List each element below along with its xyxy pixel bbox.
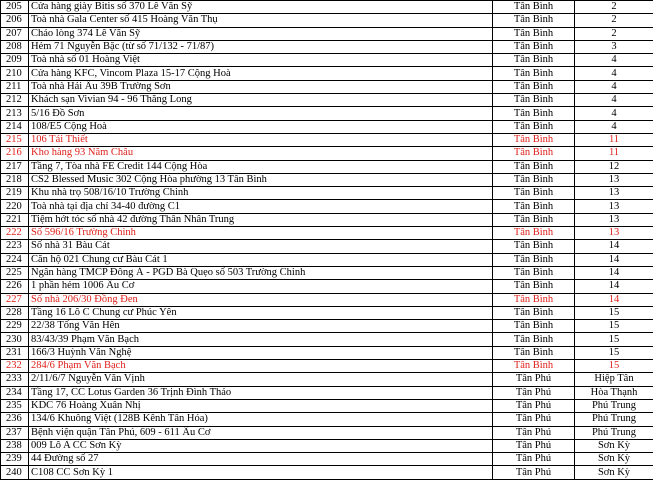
district-cell: Tân Bình [493,200,575,213]
district-cell: Tân Bình [493,360,575,373]
ward-cell: 11 [575,133,653,146]
ward-cell: 13 [575,213,653,226]
district-cell: Tân Bình [493,54,575,67]
table-row [1,160,653,173]
row-number-cell: 210 [1,67,29,80]
table-row [1,40,653,53]
district-cell: Tân Bình [493,253,575,266]
ward-cell: 14 [575,280,653,293]
district-cell: Tân Phú [493,466,575,479]
row-number-cell: 211 [1,80,29,93]
table-row [1,1,653,14]
district-cell: Tân Bình [493,293,575,306]
ward-cell: Hiệp Tân [575,373,653,386]
table-row [1,360,653,373]
address-cell: 5/16 Đồ Sơn [29,107,493,120]
address-cell: Số nhà 206/30 Đồng Đen [29,293,493,306]
district-cell: Tân Bình [493,280,575,293]
district-cell: Tân Bình [493,107,575,120]
row-number-cell: 205 [1,1,29,14]
ward-cell: 4 [575,54,653,67]
ward-cell: 4 [575,107,653,120]
address-cell: 2/11/6/7 Nguyễn Văn Vịnh [29,373,493,386]
table-row [1,373,653,386]
row-number-cell: 208 [1,40,29,53]
address-cell: Cửa hàng KFC, Vincom Plaza 15-17 Cộng Hoà [29,67,493,80]
table-row [1,200,653,213]
table-row [1,14,653,27]
table-row [1,147,653,160]
table-row [1,466,653,479]
row-number-cell: 240 [1,466,29,479]
table-row [1,386,653,399]
address-cell: C108 CC Sơn Kỳ 1 [29,466,493,479]
address-cell: Số 596/16 Trường Chinh [29,227,493,240]
table-row [1,453,653,466]
row-number-cell: 212 [1,94,29,107]
row-number-cell: 206 [1,14,29,27]
table-row [1,413,653,426]
district-cell: Tân Phú [493,453,575,466]
table-row [1,133,653,146]
district-cell: Tân Bình [493,40,575,53]
address-cell: Toà nhà Gala Center số 415 Hoàng Văn Thụ [29,14,493,27]
table-row [1,439,653,452]
row-number-cell: 226 [1,280,29,293]
address-cell: 44 Đường số 27 [29,453,493,466]
ward-cell: Hòa Thạnh [575,386,653,399]
district-cell: Tân Bình [493,227,575,240]
district-cell: Tân Bình [493,147,575,160]
ward-cell: Phú Trung [575,413,653,426]
district-cell: Tân Bình [493,266,575,279]
row-number-cell: 209 [1,54,29,67]
table-row [1,94,653,107]
ward-cell: 4 [575,80,653,93]
table-row [1,227,653,240]
ward-cell: 13 [575,187,653,200]
district-cell: Tân Phú [493,399,575,412]
row-number-cell: 235 [1,399,29,412]
address-cell: Toà nhà tại địa chỉ 34-40 đường C1 [29,200,493,213]
ward-cell: 13 [575,200,653,213]
ward-cell: Phú Trung [575,399,653,412]
address-cell: 009 Lô A CC Sơn Kỳ [29,439,493,452]
address-cell: 108/E5 Cộng Hoà [29,120,493,133]
ward-cell: Sơn Kỳ [575,439,653,452]
district-cell: Tân Phú [493,426,575,439]
district-cell: Tân Bình [493,173,575,186]
table-row [1,253,653,266]
table-row [1,107,653,120]
district-cell: Tân Phú [493,439,575,452]
table-row [1,306,653,319]
row-number-cell: 237 [1,426,29,439]
ward-cell: 15 [575,333,653,346]
district-cell: Tân Bình [493,1,575,14]
ward-cell: Sơn Kỳ [575,466,653,479]
ward-cell: 13 [575,227,653,240]
ward-cell: 4 [575,120,653,133]
row-number-cell: 217 [1,160,29,173]
ward-cell: 14 [575,293,653,306]
address-cell: Số nhà 31 Bàu Cát [29,240,493,253]
table-row [1,120,653,133]
address-cell: Bệnh viện quận Tân Phú, 609 - 611 Âu Cơ [29,426,493,439]
address-cell: Hẻm 71 Nguyễn Bặc (từ số 71/132 - 71/87) [29,40,493,53]
address-cell: Kho hàng 93 Năm Châu [29,147,493,160]
table-row [1,320,653,333]
ward-cell: Sơn Kỳ [575,453,653,466]
ward-cell: 15 [575,320,653,333]
address-cell: Tầng 7, Tòa nhà FE Credit 144 Cộng Hòa [29,160,493,173]
district-cell: Tân Bình [493,120,575,133]
row-number-cell: 213 [1,107,29,120]
ward-cell: 15 [575,346,653,359]
address-cell: 83/43/39 Phạm Văn Bạch [29,333,493,346]
table-row [1,80,653,93]
address-cell: CS2 Blessed Music 302 Cộng Hòa phường 13 Tân Bình [29,173,493,186]
row-number-cell: 236 [1,413,29,426]
address-cell: Toà nhà số 01 Hoàng Việt [29,54,493,67]
row-number-cell: 231 [1,346,29,359]
row-number-cell: 221 [1,213,29,226]
district-cell: Tân Phú [493,413,575,426]
ward-cell: 15 [575,306,653,319]
row-number-cell: 216 [1,147,29,160]
table-row [1,426,653,439]
district-cell: Tân Bình [493,133,575,146]
row-number-cell: 215 [1,133,29,146]
ward-cell: 14 [575,266,653,279]
district-cell: Tân Bình [493,160,575,173]
row-number-cell: 225 [1,266,29,279]
address-cell: 284/6 Phạm Văn Bạch [29,360,493,373]
ward-cell: 14 [575,253,653,266]
address-cell: Tầng 16 Lô C Chung cư Phúc Yên [29,306,493,319]
ward-cell: Phú Trung [575,426,653,439]
row-number-cell: 228 [1,306,29,319]
district-cell: Tân Bình [493,213,575,226]
row-number-cell: 238 [1,439,29,452]
ward-cell: 4 [575,94,653,107]
table-body [1,1,653,480]
address-cell: 166/3 Huỳnh Văn Nghệ [29,346,493,359]
ward-cell: 2 [575,27,653,40]
ward-cell: 3 [575,40,653,53]
district-cell: Tân Bình [493,346,575,359]
row-number-cell: 230 [1,333,29,346]
row-number-cell: 219 [1,187,29,200]
row-number-cell: 223 [1,240,29,253]
table-row [1,67,653,80]
ward-cell: 12 [575,160,653,173]
row-number-cell: 207 [1,27,29,40]
row-number-cell: 229 [1,320,29,333]
row-number-cell: 233 [1,373,29,386]
district-cell: Tân Bình [493,67,575,80]
table-row [1,173,653,186]
table-row [1,266,653,279]
address-cell: KDC 76 Hoàng Xuân Nhị [29,399,493,412]
ward-cell: 14 [575,240,653,253]
district-cell: Tân Bình [493,80,575,93]
table-row [1,213,653,226]
address-cell: Tiệm hớt tóc số nhà 42 đường Thân Nhân Trung [29,213,493,226]
ward-cell: 13 [575,173,653,186]
address-cell: Tầng 17, CC Lotus Garden 36 Trịnh Đình Thảo [29,386,493,399]
row-number-cell: 214 [1,120,29,133]
district-cell: Tân Phú [493,373,575,386]
district-cell: Tân Bình [493,320,575,333]
district-cell: Tân Bình [493,14,575,27]
ward-cell: 15 [575,360,653,373]
table-row [1,293,653,306]
address-cell: Ngân hàng TMCP Đông Á - PGD Bà Quẹo số 503 Trường Chinh [29,266,493,279]
row-number-cell: 224 [1,253,29,266]
table-row [1,280,653,293]
row-number-cell: 234 [1,386,29,399]
table-row [1,54,653,67]
district-cell: Tân Bình [493,240,575,253]
address-cell: Khách sạn Vivian 94 - 96 Thăng Long [29,94,493,107]
district-cell: Tân Bình [493,306,575,319]
table-row [1,399,653,412]
address-cell: 1 phần hẻm 1006 Âu Cơ [29,280,493,293]
ward-cell: 2 [575,14,653,27]
ward-cell: 4 [575,67,653,80]
row-number-cell: 220 [1,200,29,213]
district-cell: Tân Bình [493,187,575,200]
district-cell: Tân Phú [493,386,575,399]
row-number-cell: 222 [1,227,29,240]
address-cell: 134/6 Khuông Việt (128B Kênh Tân Hóa) [29,413,493,426]
ward-cell: 11 [575,147,653,160]
row-number-cell: 218 [1,173,29,186]
address-cell: Căn hộ 021 Chung cư Bàu Cát 1 [29,253,493,266]
table-row [1,240,653,253]
table-row [1,333,653,346]
table-row [1,346,653,359]
address-cell: Toà nhà Hải Âu 39B Trường Sơn [29,80,493,93]
address-cell: Cửa hàng giày Bitis số 370 Lê Văn Sỹ [29,1,493,14]
district-cell: Tân Bình [493,27,575,40]
ward-cell: 2 [575,1,653,14]
district-cell: Tân Bình [493,94,575,107]
table-row [1,27,653,40]
row-number-cell: 239 [1,453,29,466]
table-row [1,187,653,200]
address-cell: 106 Tái Thiết [29,133,493,146]
address-cell: 22/38 Tống Văn Hên [29,320,493,333]
district-cell: Tân Bình [493,333,575,346]
address-cell: Cháo lòng 374 Lê Văn Sỹ [29,27,493,40]
address-cell: Khu nhà trọ 508/16/10 Trường Chinh [29,187,493,200]
row-number-cell: 227 [1,293,29,306]
row-number-cell: 232 [1,360,29,373]
